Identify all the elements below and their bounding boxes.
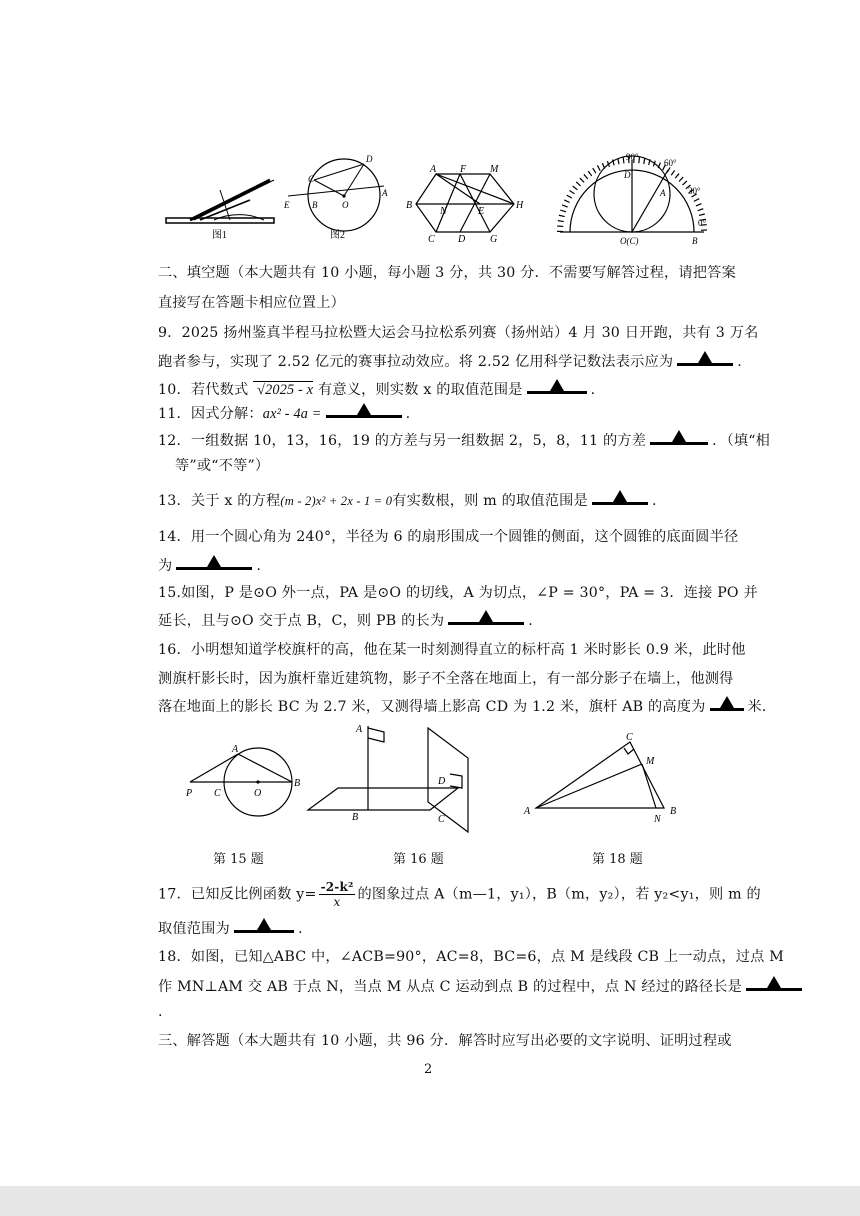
q18-answer-blank[interactable] bbox=[746, 976, 802, 991]
figure-3 bbox=[416, 174, 514, 232]
fig18-label-b: B bbox=[670, 806, 677, 817]
fig2-label-c: C bbox=[308, 174, 315, 184]
q11-answer-blank[interactable] bbox=[326, 403, 402, 418]
fig4-label-d: D bbox=[624, 170, 631, 180]
fig4-label-90: 90° bbox=[626, 152, 639, 162]
fig18-label-m: M bbox=[646, 756, 655, 767]
q12-text: 12．一组数据 10，13，16，19 的方差与另一组数据 2，5，8，11 的方差 bbox=[158, 433, 647, 449]
fig2-label-e: E bbox=[284, 200, 290, 210]
fig3-label-d: D bbox=[458, 234, 466, 245]
q14-text: 为 bbox=[158, 558, 173, 574]
section2-line2: 直接写在答题卡相应位置上） bbox=[158, 295, 346, 311]
fig4-label-60: 60° bbox=[664, 158, 677, 168]
q13-answer-blank[interactable] bbox=[592, 490, 648, 505]
fig15-label-c: C bbox=[214, 788, 221, 799]
q17-answer-blank[interactable] bbox=[234, 918, 294, 933]
caption-fig16: 第 16 题 bbox=[393, 852, 444, 867]
q13-text-b: 有实数根，则 m 的取值范围是 bbox=[392, 493, 588, 509]
q9-answer-blank[interactable] bbox=[677, 351, 733, 366]
q11-text: 11．因式分解： bbox=[158, 406, 263, 422]
q17-fraction bbox=[319, 880, 356, 909]
q9-line1: 9．2025 扬州鉴真半程马拉松暨大运会马拉松系列赛（扬州站）4 月 30 日开跑，共有 3 万名 bbox=[158, 325, 759, 341]
fig2-label-d: D bbox=[366, 154, 373, 164]
fig16-label-c: C bbox=[438, 814, 445, 825]
fig2-caption: 图2 bbox=[330, 230, 345, 241]
q15-text: 延长，且与⊙O 交于点 B，C，则 PB 的长为 bbox=[158, 613, 445, 629]
q17-text-b: 的图象过点 A（m—1，y₁），B（m，y₂），若 y₂<y₁，则 m 的 bbox=[357, 886, 761, 903]
q16-answer-blank[interactable] bbox=[710, 696, 744, 711]
q16-line2: 测旗杆影长时，因为旗杆靠近建筑物，影子不全落在地面上，有一部分影子在墙上，他测得 bbox=[158, 671, 734, 687]
fig16-label-b: B bbox=[352, 812, 359, 823]
fig1-caption: 图1 bbox=[212, 230, 227, 241]
q9-line2: 跑者参与，实现了 2.52 亿元的赛事拉动效应。将 2.52 亿用科学记数法表示应为 . bbox=[158, 351, 742, 371]
fig3-label-a: A bbox=[430, 164, 437, 175]
q12-answer-blank[interactable] bbox=[650, 430, 708, 445]
fig4-label-a: A bbox=[660, 188, 666, 198]
q15-line1: 15.如图，P 是⊙O 外一点，PA 是⊙O 的切线，A 为切点，∠P = 30°，PA = 3．连接 PO 并 bbox=[158, 585, 758, 601]
q14-line1: 14．用一个圆心角为 240°，半径为 6 的扇形围成一个圆锥的侧面，这个圆锥的底面圆半径 bbox=[158, 529, 739, 545]
q13-text-a: 13．关于 x 的方程 bbox=[158, 493, 281, 509]
fig15-label-b: B bbox=[294, 778, 301, 789]
fig2-label-o: O bbox=[342, 200, 349, 210]
fig18-label-n: N bbox=[654, 814, 661, 825]
figure-1 bbox=[166, 180, 274, 223]
fig18-label-c: C bbox=[626, 732, 633, 743]
middle-figures bbox=[180, 718, 720, 840]
fig3-label-n: N bbox=[440, 206, 447, 217]
section2-line1: 二、填空题（本大题共有 10 小题，每小题 3 分，共 30 分．不需要写解答过程，请把答案 bbox=[158, 265, 736, 281]
fig3-label-m: M bbox=[490, 164, 499, 175]
fig3-label-h: H bbox=[516, 200, 524, 211]
q16-line1: 16．小明想知道学校旗杆的高，他在某一时刻测得直立的标杆高 1 米时影长 0.9 米，此时他 bbox=[158, 642, 746, 658]
fig4-label-b: B bbox=[692, 236, 698, 246]
q10-answer-blank[interactable] bbox=[527, 379, 587, 394]
q15-line2: 延长，且与⊙O 交于点 B，C，则 PB 的长为 . bbox=[158, 610, 533, 630]
figure-2 bbox=[283, 154, 388, 231]
q16-line3 bbox=[158, 696, 776, 716]
fig15-label-a: A bbox=[232, 744, 239, 755]
caption-fig18: 第 18 题 bbox=[592, 852, 643, 867]
q10-text-b: 有意义，则实数 x 的取值范围是 bbox=[317, 382, 523, 398]
q12-tail: ．（填“相 bbox=[712, 433, 771, 449]
fig3-label-g: G bbox=[490, 234, 498, 245]
q11-line: 11．因式分解：ax² - 4a = . bbox=[158, 403, 410, 423]
figure-4 bbox=[560, 156, 704, 232]
q10-sqrt-expr: √2025 - x bbox=[253, 381, 313, 398]
figure-18 bbox=[536, 742, 664, 808]
q16-tail: 米． bbox=[747, 699, 777, 715]
q18-text: 作 MN⊥AM 交 AB 于点 N，当点 M 从点 C 运动到点 B 的过程中，点 N 经过的路径长是 bbox=[158, 979, 743, 995]
q10-expr: 2025 - x bbox=[265, 382, 314, 398]
q11-expr: ax² - 4a = bbox=[262, 406, 322, 422]
caption-fig15: 第 15 题 bbox=[213, 852, 264, 867]
fig4-label-30: 30° bbox=[688, 186, 701, 196]
q17-line1 bbox=[158, 880, 761, 909]
fig18-label-a: A bbox=[524, 806, 531, 817]
fig2-label-b: B bbox=[312, 200, 318, 210]
fig4-label-0: 0° bbox=[698, 218, 707, 228]
fig3-label-f: F bbox=[460, 164, 467, 175]
q13-expr: (m - 2)x² + 2x - 1 = 0 bbox=[280, 494, 393, 508]
q18-line2 bbox=[158, 976, 806, 996]
bottom-scan-bar bbox=[0, 1186, 860, 1216]
figure-15 bbox=[190, 748, 292, 816]
fig3-label-c: C bbox=[428, 234, 435, 245]
section3-line1: 三、解答题（本大题共有 10 小题，共 96 分．解答时应写出必要的文字说明、证明过程或 bbox=[158, 1033, 732, 1049]
q14-answer-blank[interactable] bbox=[176, 555, 252, 570]
q14-line2: 为 . bbox=[158, 555, 261, 575]
fig3-label-b: B bbox=[406, 200, 413, 211]
q17-text-a: 17．已知反比例函数 y= bbox=[158, 886, 317, 903]
q17-frac-num: -2-k² bbox=[320, 880, 354, 894]
q10-text-a: 10．若代数式 bbox=[158, 382, 249, 398]
q13-line: 13．关于 x 的方程(m - 2)x² + 2x - 1 = 0有实数根，则 m 的取值范围是 . bbox=[158, 490, 657, 510]
q16-text: 落在地面上的影长 BC 为 2.7 米，又测得墙上影高 CD 为 1.2 米，旗杆 AB 的高度为 bbox=[158, 699, 706, 715]
q17-frac-den: x bbox=[333, 895, 341, 909]
q12-line2: 等”或“不等”） bbox=[175, 458, 270, 474]
q12-line1 bbox=[158, 430, 770, 450]
q15-answer-blank[interactable] bbox=[448, 610, 524, 625]
q17-text-c: 取值范围为 bbox=[158, 921, 230, 937]
q18-line1: 18．如图，已知△ABC 中，∠ACB=90°，AC=8，BC=6，点 M 是线段 CB 上一动点，过点 M bbox=[158, 949, 784, 965]
fig15-label-o: O bbox=[254, 788, 262, 799]
fig2-label-a: A bbox=[382, 188, 388, 198]
q10-line: 10．若代数式 √2025 - x 有意义，则实数 x 的取值范围是 . bbox=[158, 379, 595, 399]
fig3-label-e: E bbox=[478, 206, 485, 217]
fig16-label-a: A bbox=[356, 724, 363, 735]
fig15-label-p: P bbox=[186, 788, 193, 799]
q18-line3: . bbox=[158, 1004, 163, 1020]
q9-text: 跑者参与，实现了 2.52 亿元的赛事拉动效应。将 2.52 亿用科学记数法表示应为 bbox=[158, 354, 674, 370]
fig4-label-oc: O(C) bbox=[620, 236, 639, 246]
q17-line2: 取值范围为 . bbox=[158, 918, 303, 938]
fig16-label-d: D bbox=[438, 776, 446, 787]
page-number: 2 bbox=[424, 1062, 433, 1077]
top-figures bbox=[160, 150, 720, 250]
